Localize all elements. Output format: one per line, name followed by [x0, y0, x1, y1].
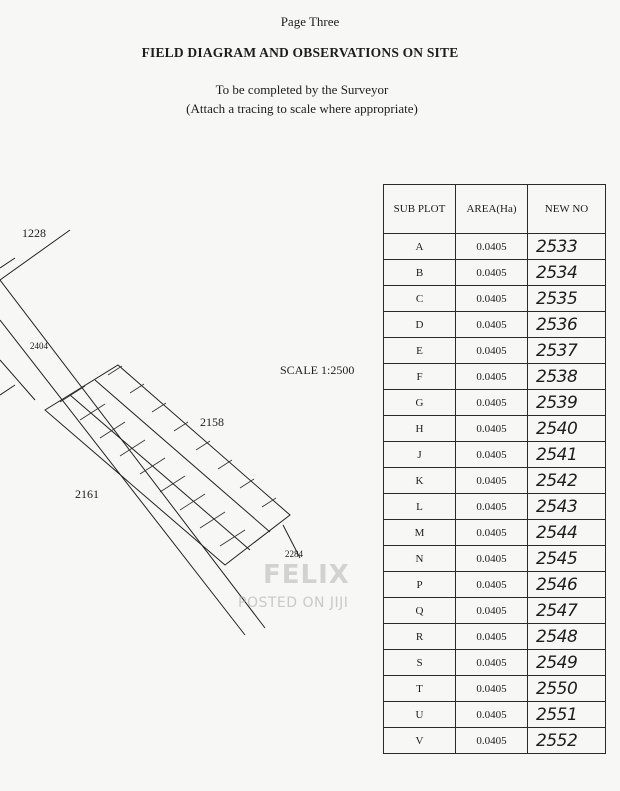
area-cell: 0.0405 [456, 650, 528, 676]
subplot-cell: J [384, 442, 456, 468]
table-row [384, 390, 606, 416]
table-row [384, 312, 606, 338]
area-cell: 0.0405 [456, 364, 528, 390]
table-row [384, 624, 606, 650]
subplot-cell: U [384, 702, 456, 728]
table-row [384, 442, 606, 468]
new-no-cell: 2536 [528, 312, 606, 338]
subplot-cell: F [384, 364, 456, 390]
subplot-cell: C [384, 286, 456, 312]
parcel-label-2284: 2284 [285, 549, 303, 559]
table-row [384, 468, 606, 494]
table-row [384, 598, 606, 624]
area-cell: 0.0405 [456, 702, 528, 728]
area-cell: 0.0405 [456, 572, 528, 598]
subplot-cell: Q [384, 598, 456, 624]
subplot-cell: P [384, 572, 456, 598]
page-heading: FIELD DIAGRAM AND OBSERVATIONS ON SITE [141, 45, 459, 60]
area-cell: 0.0405 [456, 312, 528, 338]
new-no-cell: 2534 [528, 260, 606, 286]
table-row [384, 650, 606, 676]
new-no-cell: 2546 [528, 572, 606, 598]
road-edge-line [0, 280, 265, 628]
new-no-cell: 2551 [528, 702, 606, 728]
table-row [384, 520, 606, 546]
area-cell: 0.0405 [456, 416, 528, 442]
subplot-cell: R [384, 624, 456, 650]
new-no-cell: 2552 [528, 728, 606, 754]
new-no-cell: 2539 [528, 390, 606, 416]
subplot-cell: E [384, 338, 456, 364]
area-cell: 0.0405 [456, 598, 528, 624]
table-row [384, 546, 606, 572]
watermark-name: FELIX [263, 560, 350, 590]
column-header-area: AREA(Ha) [456, 185, 528, 234]
table-header-row [384, 185, 606, 234]
area-cell: 0.0405 [456, 234, 528, 260]
area-cell: 0.0405 [456, 286, 528, 312]
subplot-cell: V [384, 728, 456, 754]
new-no-cell: 2548 [528, 624, 606, 650]
new-no-cell: 2547 [528, 598, 606, 624]
area-cell: 0.0405 [456, 442, 528, 468]
table-row [384, 494, 606, 520]
new-no-cell: 2541 [528, 442, 606, 468]
page-label: Page Three [280, 14, 340, 29]
subplot-cell: K [384, 468, 456, 494]
subplot-cell: N [384, 546, 456, 572]
new-no-cell: 2550 [528, 676, 606, 702]
boundary-line [0, 258, 15, 268]
new-no-cell: 2545 [528, 546, 606, 572]
subplot-cell: S [384, 650, 456, 676]
area-cell: 0.0405 [456, 494, 528, 520]
subplot-cell: T [384, 676, 456, 702]
instruction-line-2: (Attach a tracing to scale where appropriate) [186, 101, 418, 116]
area-cell: 0.0405 [456, 520, 528, 546]
parcel-label-2161: 2161 [75, 487, 99, 501]
table-row [384, 728, 606, 754]
subplot-cell: G [384, 390, 456, 416]
subplot-cell: D [384, 312, 456, 338]
new-no-cell: 2538 [528, 364, 606, 390]
table-row [384, 260, 606, 286]
new-no-cell: 2542 [528, 468, 606, 494]
table-row [384, 234, 606, 260]
parcel-label-2404: 2404 [30, 341, 48, 351]
new-no-cell: 2540 [528, 416, 606, 442]
table-row [384, 286, 606, 312]
new-no-cell: 2533 [528, 234, 606, 260]
strip-divider [95, 380, 270, 532]
subplot-cell: B [384, 260, 456, 286]
scale-label: SCALE 1:2500 [280, 363, 355, 377]
table-row [384, 572, 606, 598]
table-row [384, 416, 606, 442]
table-row [384, 676, 606, 702]
new-no-cell: 2535 [528, 286, 606, 312]
area-cell: 0.0405 [456, 390, 528, 416]
parcel-label-1228: 1228 [22, 226, 46, 240]
table-row [384, 364, 606, 390]
area-cell: 0.0405 [456, 728, 528, 754]
area-cell: 0.0405 [456, 260, 528, 286]
new-no-cell: 2537 [528, 338, 606, 364]
new-no-cell: 2543 [528, 494, 606, 520]
new-no-cell: 2549 [528, 650, 606, 676]
area-cell: 0.0405 [456, 676, 528, 702]
table-row [384, 702, 606, 728]
area-cell: 0.0405 [456, 338, 528, 364]
boundary-line [0, 360, 35, 400]
parcel-label-2158: 2158 [200, 415, 224, 429]
road-edge-line [0, 320, 245, 635]
watermark-tagline: POSTED ON JIJI [238, 595, 349, 611]
table-row [384, 338, 606, 364]
boundary-line [0, 385, 15, 395]
sub-plot-ticks [60, 366, 276, 546]
area-cell: 0.0405 [456, 468, 528, 494]
column-header-subplot: SUB PLOT [384, 185, 456, 234]
instruction-line-1: To be completed by the Surveyor [215, 82, 389, 97]
subplot-cell: H [384, 416, 456, 442]
subplot-cell: A [384, 234, 456, 260]
new-no-cell: 2544 [528, 520, 606, 546]
subplot-cell: L [384, 494, 456, 520]
area-cell: 0.0405 [456, 546, 528, 572]
area-cell: 0.0405 [456, 624, 528, 650]
subplot-cell: M [384, 520, 456, 546]
subplot-table [383, 184, 606, 754]
column-header-new-no: NEW NO [528, 185, 606, 234]
